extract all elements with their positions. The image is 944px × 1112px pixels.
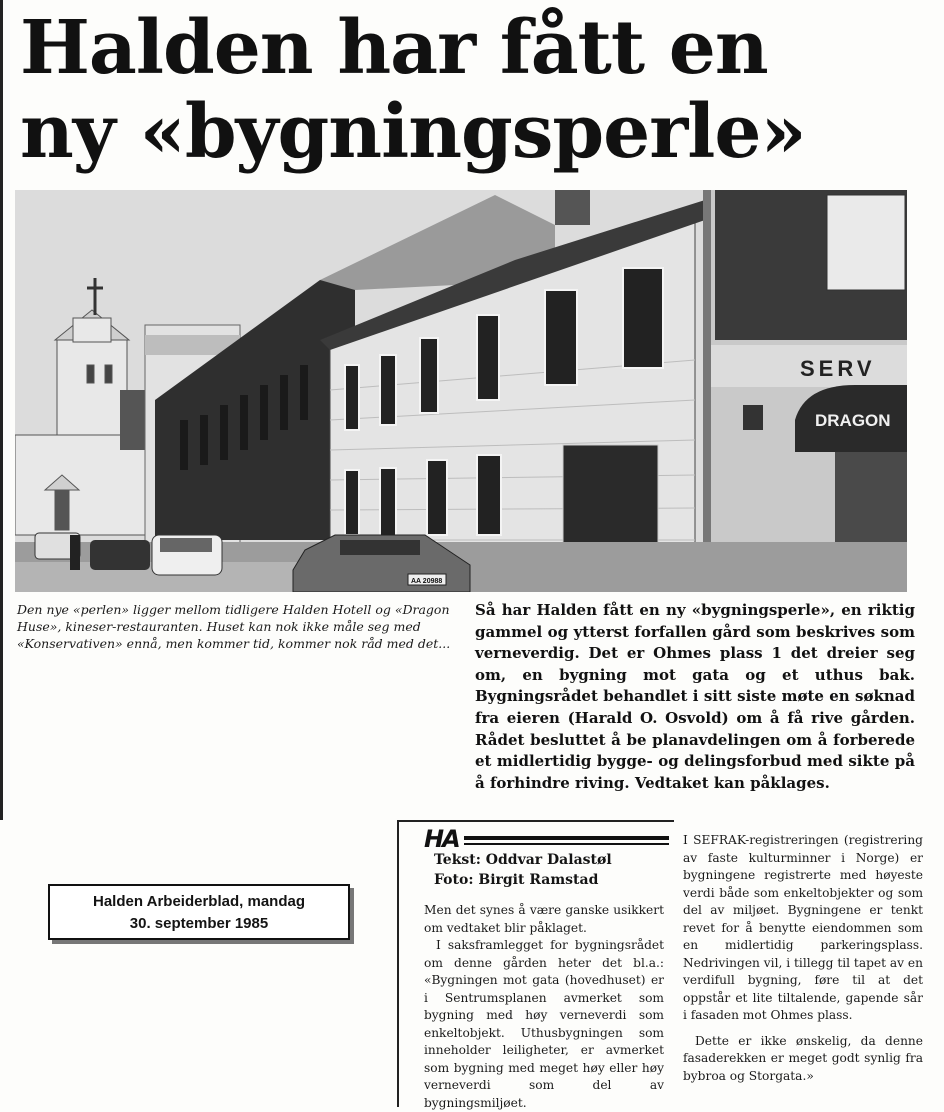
body-paragraph-1: Men det synes å være ganske usikkert om vedtaket blir påklaget. <box>424 903 664 935</box>
body-paragraph-3: I SEFRAK-registreringen (registrering av faste kulturminner i Norge) er bygningene registrerte med høyeste verdi både som enkeltobjekter og som del av miljøet. Bygningene er tenkt revet for å benytte eiendommen som en midlertidig parkeringsplass. Nedrivingen vil, i tillegg til tapet av en verdifull bygning, føre til at det oppstår et lite tiltalende, gapende sår i fasaden mot Ohmes plass. <box>683 833 923 1022</box>
source-line-2: 30. september 1985 <box>129 915 269 932</box>
street-photo <box>15 190 907 592</box>
headline-line-1: Halden har fått en <box>20 5 768 91</box>
headline <box>20 6 920 174</box>
store-sign: SERV <box>800 356 876 381</box>
byline <box>434 850 674 890</box>
photo-caption: Den nye «perlen» ligger mellom tidligere Halden Hotell og «Dragon Huse», kineser-restauranten. Huset kan nok ikke måle seg med «Konservativen» ennå, men kommer tid, kommer nok råd med det... <box>17 602 451 651</box>
ha-logo <box>424 826 669 850</box>
left-column-rule <box>0 0 3 820</box>
dragon-sign: DRAGON <box>815 411 891 430</box>
body-paragraph-2: I saksframlegget for bygningsrådet om denne gården heter det bl.a.: «Bygningen mot gata (hovedhuset) er i Sentrumsplanen avmerket som bygning med høy verneverdi som enkeltobjekt. Uthusbygningen som inneholder leiligheter, er avmerket som bygning med meget høy eller høy verneverdi som del av bygningsmiljøet. <box>424 938 664 1110</box>
ha-logo-text: HA <box>424 826 459 850</box>
headline-line-2: ny «bygningsperle» <box>20 89 806 175</box>
body-column-left <box>424 902 664 1112</box>
street-photo-drawing <box>15 190 907 592</box>
byline-text-credit: Tekst: Oddvar Dalastøl <box>434 852 612 868</box>
body-column-right <box>683 832 923 1085</box>
lead-paragraph: Så har Halden fått en ny «bygningsperle», en riktig gammel og ytterst forfallen gård som beskrives som verneverdig. Det er Ohmes plass 1 det dreier seg om, en bygning mot gata og et uthus bak. Bygningsrådet behandlet i sitt siste møte en søknad fra eieren (Harald O. Osvold) om å få rive gården. Rådet besluttet å be planavdelingen om å forberede et midlertidig bygge- og delingsforbud med sikte på å forhindre riving. Vedtaket kan påklages. <box>475 601 915 792</box>
source-line-1: Halden Arbeiderblad, mandag <box>93 893 305 910</box>
source-box <box>48 884 350 940</box>
body-paragraph-4: Dette er ikke ønskelig, da denne fasaderekken er meget godt synlig fra bybroa og Storgata.» <box>683 1033 923 1083</box>
byline-photo-credit: Foto: Birgit Ramstad <box>434 872 599 888</box>
car-plate: AA 20988 <box>411 578 443 585</box>
